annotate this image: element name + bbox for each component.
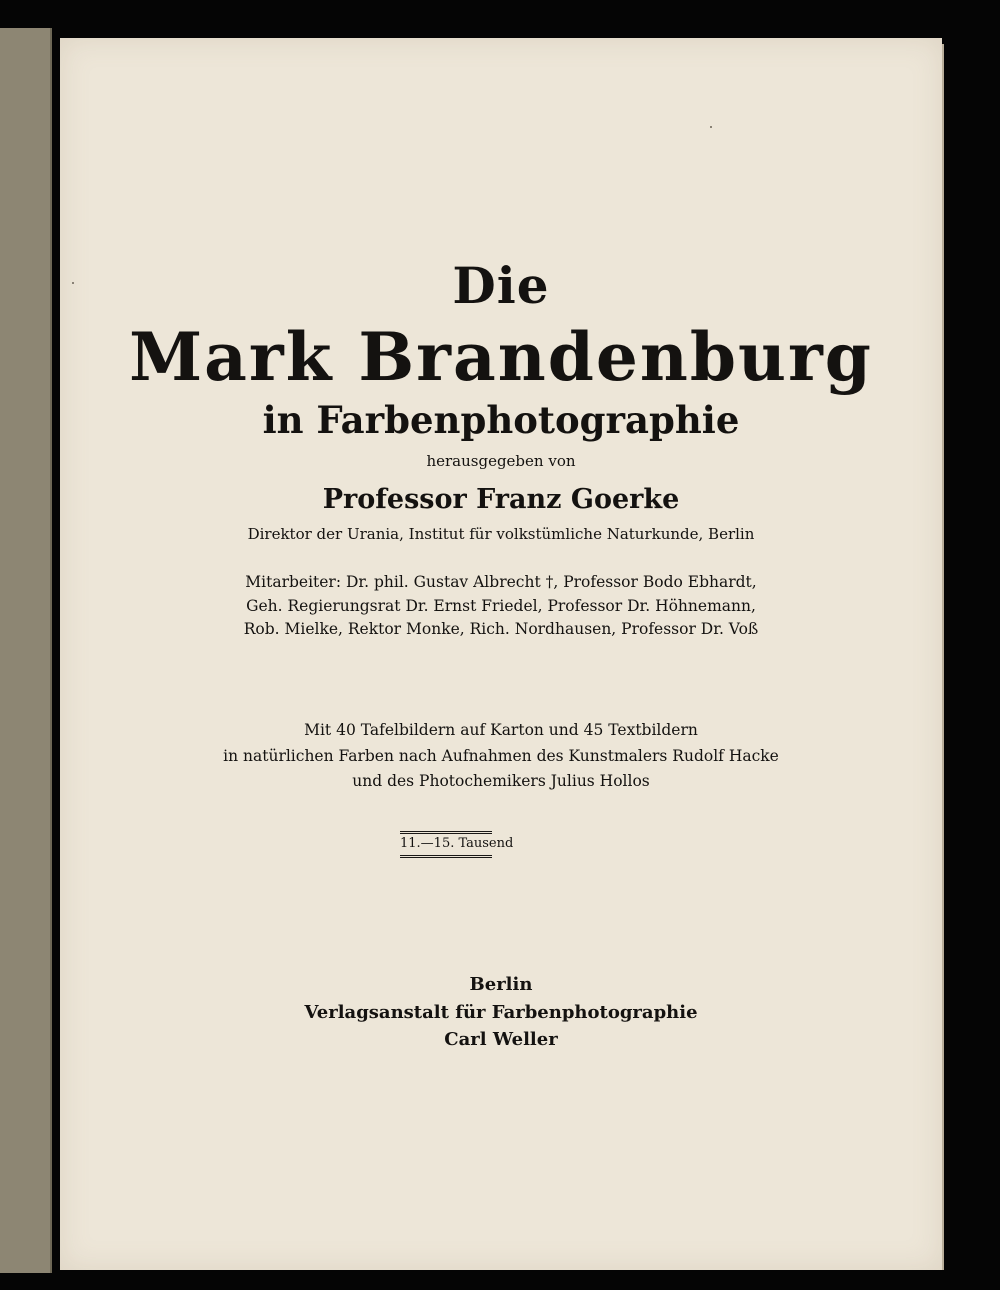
paper-speck [710, 126, 712, 128]
plates-line-3: und des Photochemikers Julius Hollos [352, 772, 650, 790]
publisher-name: Verlagsanstalt für Farbenphotographie [304, 1002, 698, 1023]
edition-rule-bottom [400, 855, 492, 856]
title-line-1: Die [452, 256, 550, 315]
publisher-city: Berlin [469, 974, 533, 995]
edition-box [400, 831, 514, 857]
edition-rule-top [400, 831, 492, 832]
contributors-line-2: Geh. Regierungsrat Dr. Ernst Friedel, Professor Dr. Höhnemann, [246, 597, 756, 615]
publisher-owner: Carl Weller [444, 1029, 558, 1050]
editor-name: Professor Franz Goerke [322, 484, 680, 515]
title-page [60, 38, 942, 1270]
contributors-line-3: Rob. Mielke, Rektor Monke, Rich. Nordhausen, Professor Dr. Voß [243, 620, 759, 638]
editor-intro: herausgegeben von [426, 452, 576, 470]
edition-rule-top [400, 833, 492, 834]
contributors-line-1: Mitarbeiter: Dr. phil. Gustav Albrecht †, Professor Bodo Ebhardt, [245, 573, 757, 591]
editor-role: Direktor der Urania, Institut für volkstümliche Naturkunde, Berlin [247, 525, 755, 543]
edition-text: 11.—15. Tausend [400, 836, 514, 851]
book-cover-edge [0, 28, 52, 1273]
plates-line-2: in natürlichen Farben nach Aufnahmen des Kunstmalers Rudolf Hacke [223, 747, 779, 765]
title-line-3: in Farbenphotographie [262, 398, 740, 442]
title-line-2: Mark Brandenburg [129, 318, 873, 396]
plates-line-1: Mit 40 Tafelbildern auf Karton und 45 Textbildern [304, 721, 698, 739]
edition-rule-bottom [400, 857, 492, 858]
